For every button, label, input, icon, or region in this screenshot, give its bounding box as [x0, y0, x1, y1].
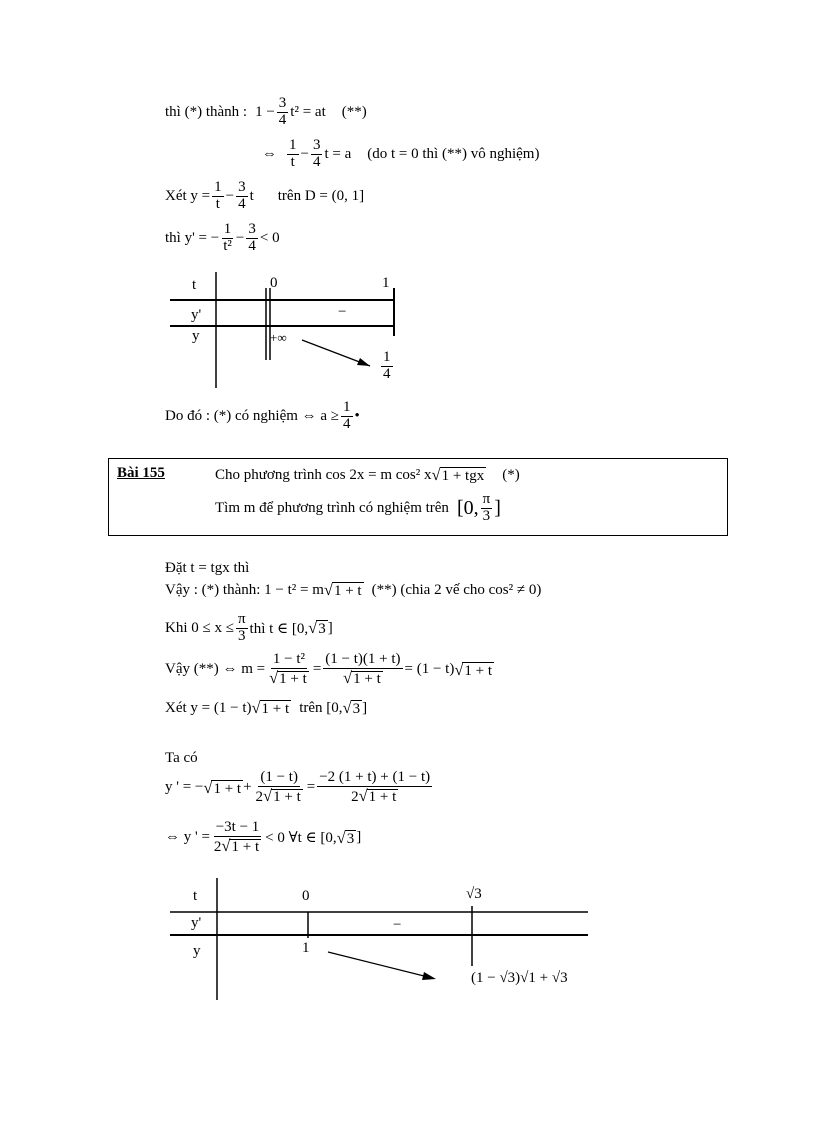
derivative-sign-2: −: [393, 917, 402, 933]
derivative-sign: −: [338, 304, 347, 320]
t-value-sqrt3: √3: [466, 886, 482, 902]
end-value-2: (1 − √3)√1 + √3: [471, 970, 568, 986]
problem-task: Tìm m để phương trình có nghiệm trên [0, $\frac{\pi}{3}$ ]: [215, 491, 501, 524]
t-value-0-2: 0: [302, 888, 310, 904]
y-row-label: y: [192, 328, 200, 344]
t-value-0: 0: [270, 275, 278, 291]
equation-line-4: thì y' = − $\frac{1}{\text{t²}}$ − $\frac{3}{4}$ < 0: [165, 221, 280, 254]
solution-line-5: Xét y = (1 − t) √ 1 + t trên [0, √ 3 ]: [165, 698, 368, 717]
decrease-arrow-2: [328, 952, 432, 978]
variation-table-1: [170, 268, 410, 392]
equation-line-1: thì (*) thành : 1 − $\frac{3}{4}$ t² = at (**): [165, 95, 367, 128]
variation-table-2: [170, 868, 600, 1008]
conclusion-line: Do đó : (*) có nghiệm ⇔ a ≥ $\frac{1}{4}$ •: [165, 399, 360, 432]
solution-line-6: Ta có: [165, 750, 198, 766]
limit-start: +∞: [270, 330, 287, 345]
equation-line-2: ⇔ $\frac{1}{t}$ − $\frac{3}{4}$ t = a (do t = 0 thì (**) vô nghiệm): [262, 137, 540, 170]
problem-label: Bài 155: [117, 465, 165, 481]
solution-line-2: Vậy : (*) thành: 1 − t² = m √ 1 + t (**) (chia 2 vế cho cos² ≠ 0): [165, 580, 542, 599]
equation-line-3: Xét y = $\frac{1}{t}$ − $\frac{3}{4}$ t trên D = (0, 1]: [165, 179, 365, 212]
problem-statement: Cho phương trình cos 2x = m cos² x √ 1 + tgx (*): [215, 465, 520, 484]
solution-line-4: Vậy (**) ⇔ m = 1 − t² √ 1 + t = (1 − t)(1 + t) √ 1 + t = (1 − t) √ 1 + t: [165, 651, 493, 687]
yprime-row-label: y': [191, 307, 202, 323]
t-row-label: t: [192, 277, 197, 293]
solution-line-8: ⇔ y ' = −3t − 1 2 √ 1 + t < 0 ∀t ∈ [0, √ 3 ]: [165, 819, 362, 855]
t-value-1: 1: [382, 275, 390, 291]
solution-line-7: y ' = − √ 1 + t + (1 − t) 2 √ 1 + t = −2 (1 + t) + (1 − t) 2 √ 1 + t: [165, 769, 431, 805]
yprime-row-label-2: y': [191, 915, 202, 931]
limit-end: $\frac{1}{4}$: [383, 349, 391, 382]
y-row-label-2: y: [193, 943, 201, 959]
solution-line-3: Khi 0 ≤ x ≤ $\frac{\pi}{3}$ thì t ∈ [0, √ 3 ]: [165, 611, 333, 644]
solution-line-1: Đặt t = tgx thì: [165, 560, 250, 576]
t-row-label-2: t: [193, 888, 198, 904]
start-value-2: 1: [302, 940, 310, 956]
